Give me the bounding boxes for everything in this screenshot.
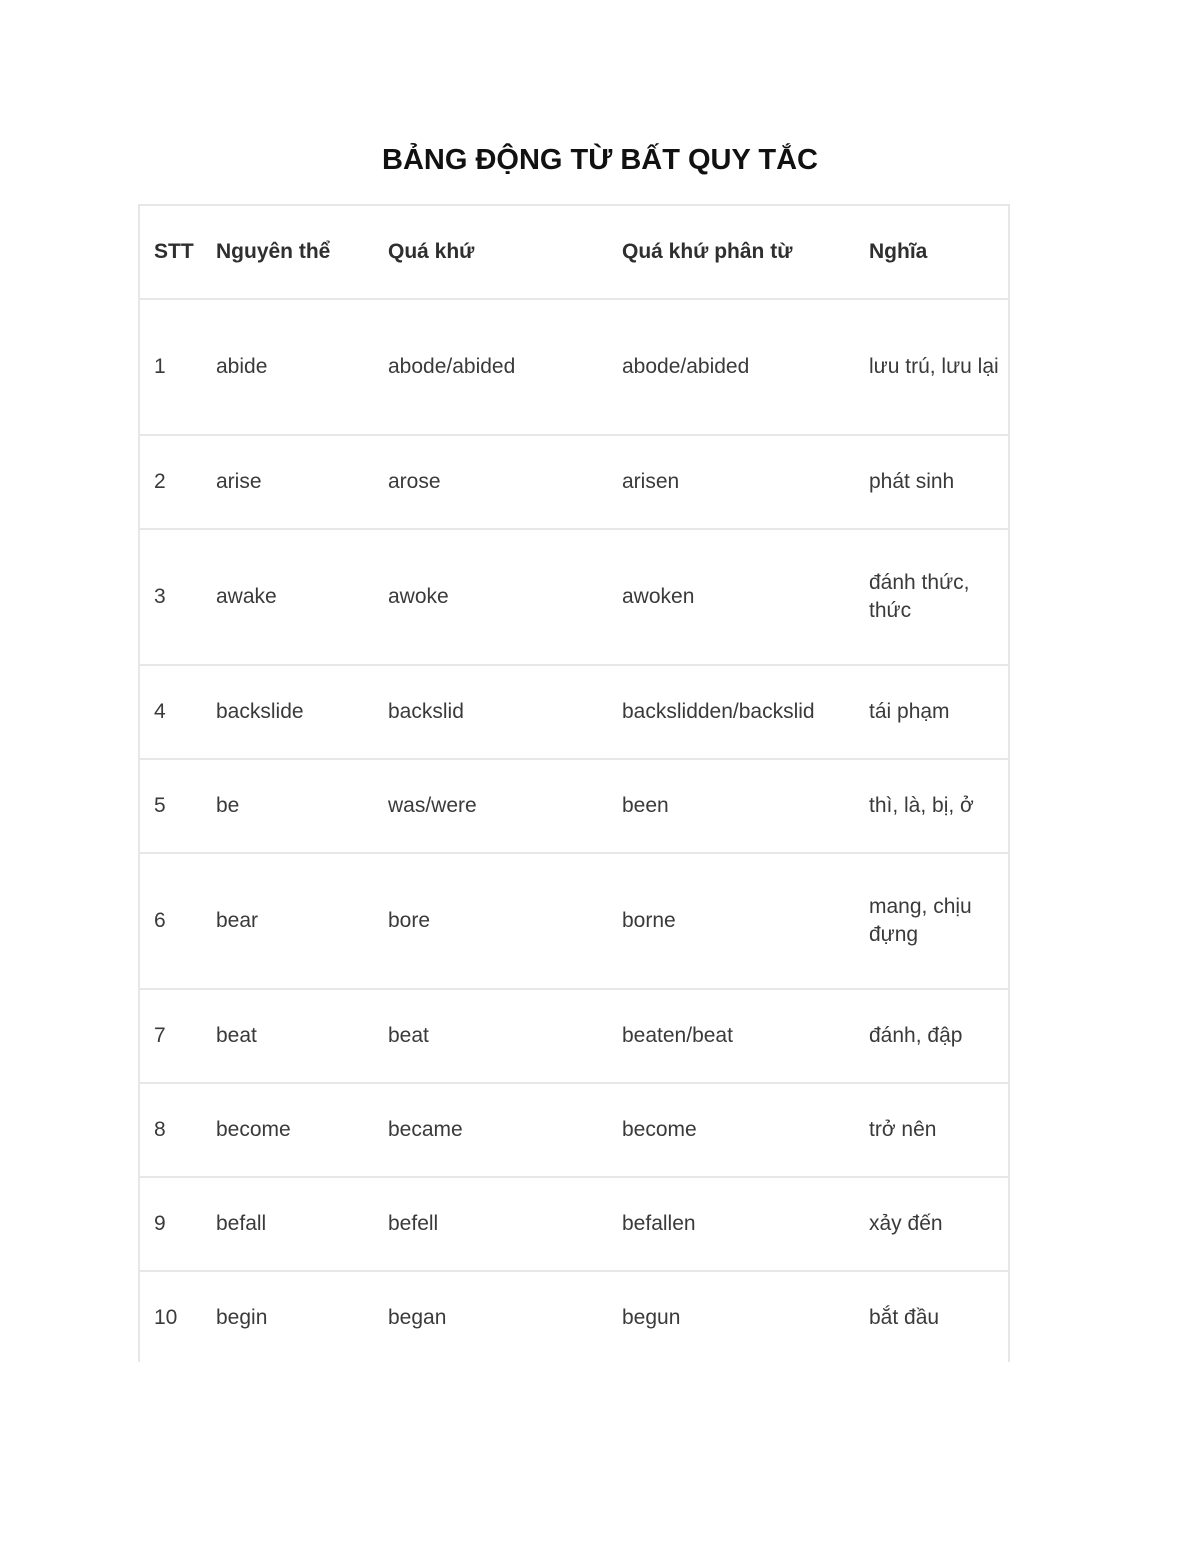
cell-stt: 1 [154,355,166,378]
cell-base-form: bear [216,909,259,932]
cell-base-form: become [216,1118,291,1141]
cell-past: beat [388,1024,429,1047]
cell-base-form: arise [216,470,262,493]
cell-stt: 9 [154,1212,166,1235]
cell-stt: 6 [154,909,166,932]
cell-meaning: đánh thức, thức [869,571,970,622]
cell-past-participle: befallen [622,1212,696,1235]
cell-stt: 7 [154,1024,166,1047]
header-base-form: Nguyên thể [216,240,331,263]
cell-meaning: thì, là, bị, ở [869,794,974,817]
cell-meaning: đánh, đập [869,1024,963,1047]
table-row [140,666,1008,760]
cell-stt: 10 [154,1306,178,1329]
table-row [140,760,1008,854]
cell-base-form: befall [216,1212,267,1235]
cell-past-participle: backslidden/backslid [622,700,815,723]
cell-past: befell [388,1212,439,1235]
table-row [140,300,1008,436]
cell-past: became [388,1118,463,1141]
cell-past-participle: arisen [622,470,680,493]
cell-meaning: bắt đầu [869,1306,940,1329]
cell-past-participle: been [622,794,669,817]
table-row [140,1178,1008,1272]
cell-stt: 5 [154,794,166,817]
cell-past: bore [388,909,431,932]
cell-past: abode/abided [388,355,516,378]
cell-base-form: beat [216,1024,257,1047]
cell-meaning: trở nên [869,1118,937,1141]
cell-past-participle: beaten/beat [622,1024,733,1047]
cell-base-form: awake [216,585,277,608]
cell-past-participle: borne [622,909,676,932]
cell-past-participle: begun [622,1306,681,1329]
cell-past-participle: abode/abided [622,355,750,378]
cell-meaning: xảy đến [869,1212,943,1235]
page-title: BẢNG ĐỘNG TỪ BẤT QUY TẮC [382,144,818,176]
cell-past: backslid [388,700,464,723]
table-row [140,436,1008,530]
cell-past: was/were [388,794,477,817]
cell-past: began [388,1306,447,1329]
cell-meaning: tái phạm [869,700,950,723]
table-row [140,1272,1008,1362]
cell-base-form: abide [216,355,268,378]
cell-past-participle: become [622,1118,697,1141]
table-header-row [140,206,1008,300]
header-meaning: Nghĩa [869,240,928,263]
header-past-participle: Quá khứ phân từ [622,240,793,263]
table-row [140,990,1008,1084]
cell-stt: 4 [154,700,166,723]
cell-stt: 3 [154,585,166,608]
cell-meaning: phát sinh [869,470,955,493]
cell-meaning: lưu trú, lưu lại [869,355,999,378]
cell-stt: 8 [154,1118,166,1141]
table-row [140,854,1008,990]
cell-meaning: mang, chịu đựng [869,895,972,946]
table-row [140,530,1008,666]
cell-base-form: be [216,794,240,817]
cell-stt: 2 [154,470,166,493]
header-stt: STT [154,240,194,263]
cell-base-form: begin [216,1306,268,1329]
cell-past-participle: awoken [622,585,695,608]
header-past: Quá khứ [388,240,475,263]
cell-past: awoke [388,585,449,608]
cell-past: arose [388,470,441,493]
table-row [140,1084,1008,1178]
verb-table [138,204,1010,1362]
cell-base-form: backslide [216,700,304,723]
